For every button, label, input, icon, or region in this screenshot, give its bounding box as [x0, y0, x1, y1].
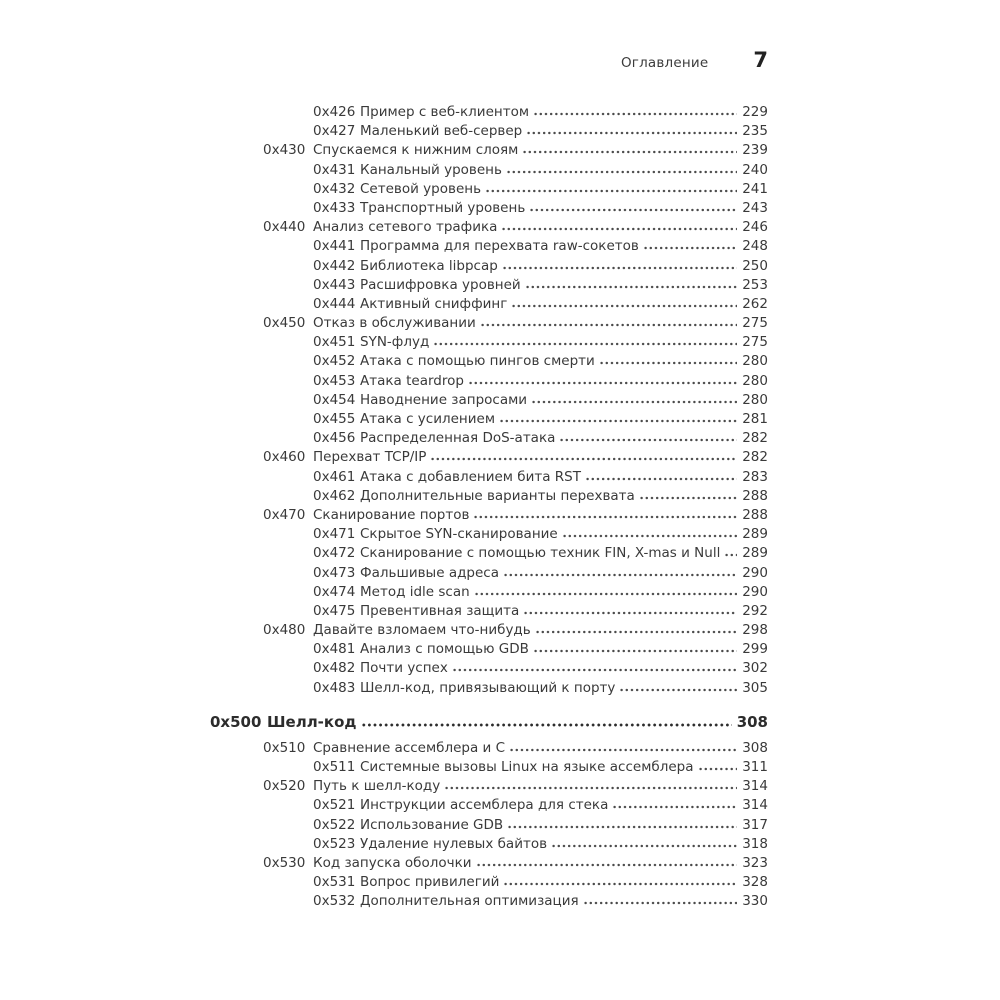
dot-leader — [502, 259, 737, 270]
toc-entry-code: 0x454 — [313, 391, 356, 408]
toc-entry-code: 0x482 — [313, 660, 356, 677]
toc-entry-page: 308 — [742, 739, 768, 756]
toc-entry — [210, 411, 768, 430]
toc-list — [210, 104, 768, 913]
dot-leader — [599, 354, 737, 365]
toc-entry-code: 0x460 — [263, 449, 306, 466]
toc-entry-title: Атака teardrop — [360, 372, 464, 389]
toc-entry-code: 0x440 — [263, 219, 306, 236]
dot-leader — [559, 431, 737, 442]
dot-leader — [643, 239, 737, 250]
toc-entry-page: 305 — [742, 679, 768, 696]
dot-leader — [511, 297, 737, 308]
toc-entry-title: Сканирование портов — [313, 506, 470, 523]
dot-leader — [480, 316, 737, 327]
toc-entry-page: 235 — [742, 123, 768, 140]
dot-leader — [468, 374, 737, 385]
dot-leader — [507, 818, 737, 829]
toc-entry-code: 0x432 — [313, 180, 356, 197]
toc-entry-code: 0x483 — [313, 679, 356, 696]
toc-entry — [210, 334, 768, 353]
toc-entry-code: 0x481 — [313, 641, 356, 658]
dot-leader — [503, 875, 737, 886]
toc-entry-title: Расшифровка уровней — [360, 276, 521, 293]
toc-entry — [210, 713, 768, 734]
toc-entry-title: Вопрос привилегий — [360, 874, 500, 891]
dot-leader — [503, 566, 737, 577]
dot-leader — [551, 837, 737, 848]
toc-entry — [210, 526, 768, 545]
toc-entry-code: 0x510 — [263, 739, 306, 756]
dot-leader — [526, 124, 737, 135]
toc-entry — [210, 740, 768, 759]
toc-entry — [210, 277, 768, 296]
toc-entry-title: Отказ в обслуживании — [313, 315, 476, 332]
toc-entry-page: 288 — [742, 506, 768, 523]
toc-entry-title: Дополнительная оптимизация — [360, 893, 579, 910]
toc-entry-code: 0x472 — [313, 545, 356, 562]
toc-entry-code: 0x451 — [313, 334, 356, 351]
toc-entry-page: 282 — [742, 430, 768, 447]
toc-entry — [210, 817, 768, 836]
toc-entry-title: Превентивная защита — [360, 602, 520, 619]
toc-entry-page: 318 — [742, 835, 768, 852]
toc-entry-title: Наводнение запросами — [360, 391, 528, 408]
dot-leader — [533, 105, 737, 116]
toc-entry-code: 0x430 — [263, 142, 306, 159]
toc-entry — [210, 680, 768, 699]
toc-entry-title: Инструкции ассемблера для стека — [360, 797, 609, 814]
toc-entry-code: 0x456 — [313, 430, 356, 447]
toc-entry — [210, 565, 768, 584]
toc-entry-title: SYN-флуд — [360, 334, 430, 351]
toc-entry-page: 280 — [742, 391, 768, 408]
toc-entry-title: Транспортный уровень — [360, 199, 526, 216]
dot-leader — [535, 623, 737, 634]
toc-entry-code: 0x455 — [313, 411, 356, 427]
toc-entry — [210, 373, 768, 392]
toc-entry-code: 0x475 — [313, 602, 356, 619]
toc-entry-title: Атака с помощью пингов смерти — [360, 353, 595, 370]
toc-entry-page: 302 — [742, 660, 768, 677]
toc-entry-page: 253 — [742, 276, 768, 293]
toc-entry-page: 280 — [742, 372, 768, 389]
toc-entry-title: Метод idle scan — [360, 583, 470, 600]
toc-entry — [210, 584, 768, 603]
dot-leader — [523, 604, 737, 615]
toc-entry-title: Программа для перехвата raw-сокетов — [360, 238, 639, 255]
dot-leader — [433, 335, 737, 346]
toc-entry-title: Дополнительные варианты перехвата — [360, 487, 635, 504]
toc-entry — [210, 162, 768, 181]
toc-entry — [210, 759, 768, 778]
dot-leader — [452, 661, 737, 672]
toc-entry — [210, 660, 768, 679]
toc-entry — [210, 315, 768, 334]
toc-entry-title: Системные вызовы Linux на языке ассемблера — [360, 759, 694, 775]
toc-entry — [210, 258, 768, 277]
dot-leader — [361, 716, 732, 727]
toc-entry-page: 328 — [742, 874, 768, 891]
dot-leader — [499, 412, 737, 423]
toc-entry — [210, 296, 768, 315]
dot-leader — [506, 163, 737, 174]
dot-leader — [474, 585, 738, 596]
toc-entry-page: 288 — [742, 487, 768, 504]
toc-entry-title: Сканирование с помощью техник FIN, X-mas и Null — [360, 545, 721, 562]
toc-entry-page: 243 — [742, 199, 768, 216]
dot-leader — [501, 220, 737, 231]
toc-entry-code: 0x530 — [263, 854, 306, 871]
toc-entry-title: Код запуска оболочки — [313, 854, 472, 871]
toc-entry — [210, 507, 768, 526]
toc-entry — [210, 893, 768, 912]
dot-leader — [522, 143, 737, 154]
toc-entry-page: 229 — [742, 104, 768, 120]
toc-entry-title: Атака с добавлением бита RST — [360, 468, 581, 485]
toc-entry-title: Давайте взломаем что-нибудь — [313, 622, 531, 639]
toc-entry-title: Путь к шелл-коду — [313, 778, 441, 795]
toc-entry-page: 239 — [742, 142, 768, 159]
dot-leader — [485, 182, 737, 193]
toc-entry-code: 0x452 — [313, 353, 356, 370]
dot-leader — [476, 856, 738, 867]
toc-entry-title: Библиотека libpcap — [360, 257, 498, 274]
toc-entry-title: Маленький веб-сервер — [360, 123, 523, 140]
toc-entry-page: 308 — [736, 712, 768, 731]
dot-leader — [509, 741, 737, 752]
dot-leader — [639, 489, 737, 500]
toc-entry-page: 314 — [742, 778, 768, 795]
toc-entry-page: 248 — [742, 238, 768, 255]
toc-entry — [210, 641, 768, 660]
toc-entry — [210, 430, 768, 449]
toc-entry-title: Почти успех — [360, 660, 448, 677]
toc-entry-code: 0x521 — [313, 797, 356, 814]
toc-entry-code: 0x520 — [263, 778, 306, 795]
toc-entry-page: 299 — [742, 641, 768, 658]
toc-entry-title: Перехват TCP/IP — [313, 449, 427, 466]
toc-entry-page: 298 — [742, 622, 768, 639]
toc-entry — [210, 353, 768, 372]
dot-leader — [531, 393, 737, 404]
dot-leader — [533, 642, 737, 653]
toc-entry-page: 283 — [742, 468, 768, 485]
dot-leader — [525, 278, 738, 289]
toc-entry-title: Удаление нулевых байтов — [360, 835, 548, 852]
toc-entry — [210, 219, 768, 238]
dot-leader — [473, 508, 737, 519]
dot-leader — [444, 779, 737, 790]
toc-entry-page: 323 — [742, 854, 768, 871]
toc-entry — [210, 797, 768, 816]
toc-entry-page: 289 — [742, 526, 768, 543]
toc-entry-code: 0x500 — [210, 712, 262, 731]
toc-entry-page: 250 — [742, 257, 768, 274]
toc-entry — [210, 238, 768, 257]
toc-entry-code: 0x462 — [313, 487, 356, 504]
toc-entry-code: 0x433 — [313, 199, 356, 216]
toc-entry-page: 275 — [742, 334, 768, 351]
toc-entry-page: 275 — [742, 315, 768, 332]
toc-entry-page: 311 — [742, 759, 768, 775]
toc-entry — [210, 622, 768, 641]
toc-entry-code: 0x522 — [313, 816, 356, 833]
toc-entry-title: Пример с веб-клиентом — [360, 104, 530, 120]
toc-entry-page: 282 — [742, 449, 768, 466]
toc-entry-code: 0x523 — [313, 835, 356, 852]
dot-leader — [724, 546, 737, 557]
toc-entry-page: 330 — [742, 893, 768, 910]
toc-entry-code: 0x470 — [263, 506, 306, 523]
toc-entry-title: Скрытое SYN-сканирование — [360, 526, 558, 543]
toc-entry-page: 280 — [742, 353, 768, 370]
toc-entry-title: Сравнение ассемблера и C — [313, 739, 506, 756]
toc-entry — [210, 181, 768, 200]
dot-leader — [430, 450, 737, 461]
toc-entry — [210, 392, 768, 411]
toc-entry — [210, 855, 768, 874]
toc-entry-page: 246 — [742, 219, 768, 236]
toc-entry-title: Сетевой уровень — [360, 180, 482, 197]
toc-entry — [210, 603, 768, 622]
toc-entry — [210, 449, 768, 468]
dot-leader — [583, 894, 738, 905]
dot-leader — [698, 760, 738, 771]
toc-entry-page: 290 — [742, 583, 768, 600]
dot-leader — [562, 527, 737, 538]
dot-leader — [619, 681, 737, 692]
toc-entry — [210, 778, 768, 797]
toc-entry-page: 241 — [742, 180, 768, 197]
toc-entry-title: Фальшивые адреса — [360, 564, 499, 581]
toc-entry — [210, 874, 768, 893]
toc-entry-title: Канальный уровень — [360, 161, 502, 178]
toc-entry-page: 240 — [742, 161, 768, 178]
toc-entry-title: Шелл-код, привязывающий к порту — [360, 679, 616, 696]
toc-entry-title: Активный сниффинг — [360, 295, 508, 312]
toc-entry-code: 0x441 — [313, 238, 356, 255]
toc-entry — [210, 488, 768, 507]
toc-entry-code: 0x442 — [313, 257, 356, 274]
toc-entry-code: 0x453 — [313, 372, 356, 389]
toc-entry-page: 290 — [742, 564, 768, 581]
toc-entry-title: Спускаемся к нижним слоям — [313, 142, 519, 159]
toc-entry-code: 0x480 — [263, 622, 306, 639]
toc-entry-title: Анализ с помощью GDB — [360, 641, 529, 658]
toc-entry-title: Анализ сетевого трафика — [313, 219, 498, 236]
toc-entry-title: Атака с усилением — [360, 411, 496, 427]
toc-entry-page: 262 — [742, 295, 768, 312]
toc-entry — [210, 469, 768, 488]
toc-entry — [210, 123, 768, 142]
toc-entry-code: 0x426 — [313, 104, 356, 120]
toc-entry-code: 0x443 — [313, 276, 356, 293]
toc-entry-code: 0x471 — [313, 526, 356, 543]
toc-entry-code: 0x531 — [313, 874, 356, 891]
toc-entry — [210, 104, 768, 123]
toc-entry-code: 0x461 — [313, 468, 356, 485]
toc-entry-code: 0x473 — [313, 564, 356, 581]
toc-entry-code: 0x450 — [263, 315, 306, 332]
running-header — [210, 48, 768, 72]
dot-leader — [585, 470, 737, 481]
toc-entry-page: 292 — [742, 602, 768, 619]
page-number: 7 — [753, 48, 768, 72]
toc-entry — [210, 836, 768, 855]
toc-entry-title: Использование GDB — [360, 816, 504, 833]
toc-entry — [210, 142, 768, 161]
toc-entry-page: 317 — [742, 816, 768, 833]
toc-entry-code: 0x444 — [313, 295, 356, 312]
toc-entry-page: 289 — [742, 545, 768, 562]
toc-entry-page: 281 — [742, 411, 768, 427]
dot-leader — [529, 201, 737, 212]
dot-leader — [612, 798, 737, 809]
toc-entry-code: 0x427 — [313, 123, 356, 140]
toc-entry-title: Распределенная DoS-атака — [360, 430, 556, 447]
toc-entry-page: 314 — [742, 797, 768, 814]
running-title: Оглавление — [620, 55, 709, 71]
toc-entry — [210, 200, 768, 219]
toc-entry-code: 0x532 — [313, 893, 356, 910]
toc-entry-title: Шелл-код — [267, 712, 357, 731]
toc-entry-code: 0x431 — [313, 161, 356, 178]
toc-entry-code: 0x474 — [313, 583, 356, 600]
toc-entry — [210, 545, 768, 564]
toc-entry-code: 0x511 — [313, 759, 356, 775]
